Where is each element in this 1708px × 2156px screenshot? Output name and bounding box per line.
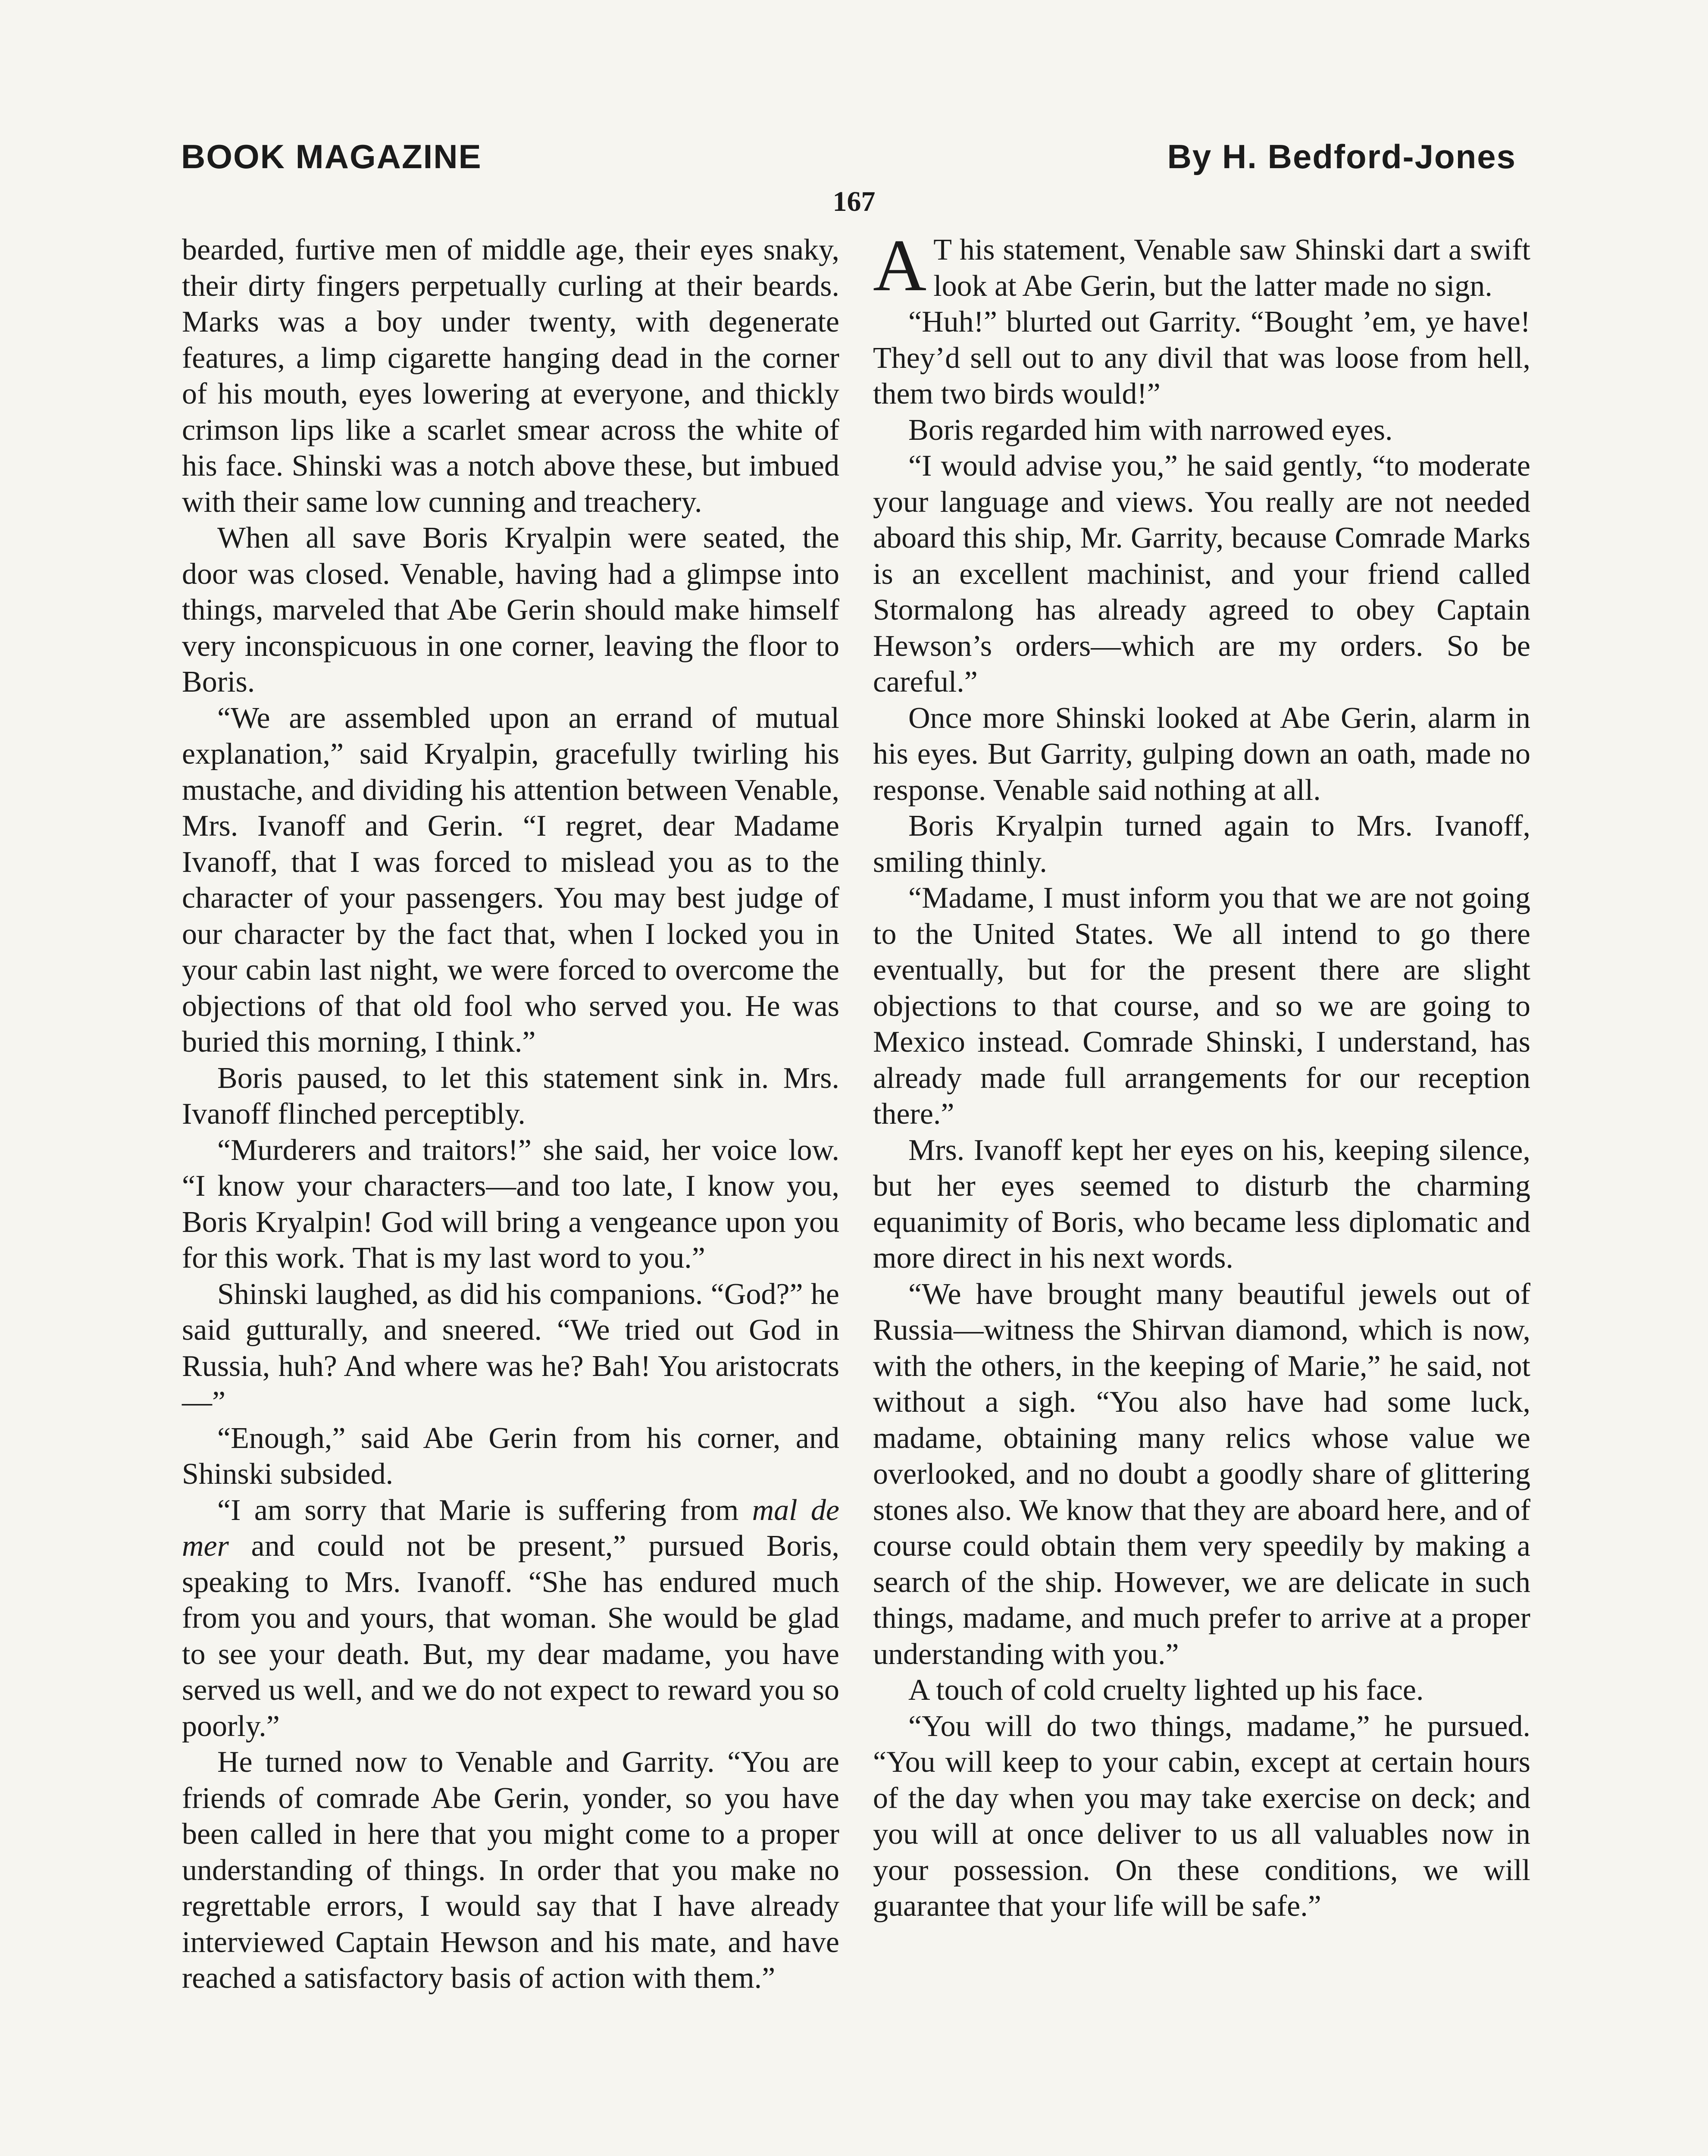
paragraph: Boris paused, to let this statement sink in. Mrs. Ivanoff flinched perceptibly. xyxy=(182,1061,839,1131)
paragraph: “Enough,” said Abe Gerin from his corner, and Shinski subsided. xyxy=(182,1421,839,1491)
paragraph: “Murderers and traitors!” she said, her voice low. “I know your characters—and too late, I know you, Boris Kryalpin! God will bring a vengeance upon you for this work. That is my last word to you.” xyxy=(182,1133,839,1275)
paragraph: Mrs. Ivanoff kept her eyes on his, keeping silence, but her eyes seemed to disturb the charming equanimity of Boris, who became less diplomatic and more direct in his next words. xyxy=(873,1133,1530,1275)
italic-phrase: mal de mer xyxy=(182,1493,839,1563)
paragraph: “We have brought many beautiful jewels out of Russia—witness the Shirvan diamond, which is now, with the others, in the keeping of Marie,” he said, not without a sigh. “You also have had some luck, madame, obtaining many relics whose value we overlooked, and no doubt a goodly share of glittering stones also. We know that they are aboard here, and of course could obtain them very speedily by making a search of the ship. However, we are delicate in such things, madame, and much prefer to arrive at a proper understanding with you.” xyxy=(873,1277,1530,1671)
paragraph: “You will do two things, madame,” he pursued. “You will keep to your cabin, except at certain hours of the day when you may take exercise on deck; and you will at once deliver to us all valuables now in your possession. On these conditions, we will guarantee that your life will be safe.” xyxy=(873,1709,1530,1923)
paragraph: Shinski laughed, as did his companions. “God?” he said gutturally, and sneered. “We tried out God in Russia, huh? And where was he? Bah! You aristocrats—” xyxy=(182,1277,839,1419)
paragraph: “We are assembled upon an errand of mutual explanation,” said Kryalpin, gracefully twirling his mustache, and dividing his attention between Venable, Mrs. Ivanoff and Gerin. “I regret, dear Madame Ivanoff, that I was forced to mislead you as to the character of your passengers. You may best judge of our character by the fact that, when I locked you in your cabin last night, we were forced to overcome the objections of that old fool who served you. He was buried this morning, I think.” xyxy=(182,701,839,1059)
right-column xyxy=(873,225,1530,1924)
paragraph: Once more Shinski looked at Abe Gerin, alarm in his eyes. But Garrity, gulping down an oath, made no response. Venable said nothing at all. xyxy=(873,701,1530,807)
paragraph-text: T his statement, Venable saw Shinski dart a swift look at Abe Gerin, but the latter made no sign. xyxy=(933,233,1530,303)
paragraph: “Huh!” blurted out Garrity. “Bought ’em, ye have! They’d sell out to any divil that was loose from hell, them two birds would!” xyxy=(873,305,1530,411)
paragraph-text: “I am sorry that Marie is suffering from xyxy=(217,1493,752,1527)
page-number: 167 xyxy=(832,186,876,217)
paragraph: Boris regarded him with narrowed eyes. xyxy=(908,413,1393,447)
left-column xyxy=(182,232,839,1996)
paragraph: When all save Boris Kryalpin were seated, the door was closed. Venable, having had a glimpse into things, marveled that Abe Gerin should make himself very inconspicuous in one corner, leaving the floor to Boris. xyxy=(182,521,839,699)
magazine-title: BOOK MAGAZINE xyxy=(181,138,482,175)
paragraph: Boris Kryalpin turned again to Mrs. Ivanoff, smiling thinly. xyxy=(873,809,1530,879)
opening-paragraph xyxy=(873,225,1530,307)
paragraph: “Madame, I must inform you that we are not going to the United States. We all intend to go there eventually, but for the present there are slight objections to that course, and so we are going to Mexico instead. Comrade Shinski, I understand, has already made full arrangements for our reception there.” xyxy=(873,881,1530,1131)
paragraph-text: and could not be present,” pursued Boris, speaking to Mrs. Ivanoff. “She has endured much from you and yours, that woman. She would be glad to see your death. But, my dear madame, you have served us well, and we do not expect to reward you so poorly.” xyxy=(182,1529,839,1743)
paragraph: A touch of cold cruelty lighted up his face. xyxy=(908,1673,1424,1707)
drop-cap: A xyxy=(873,225,927,307)
paragraph: bearded, furtive men of middle age, their eyes snaky, their dirty fingers perpetually curling at their beards. Marks was a boy under twenty, with degenerate features, a limp cigarette hanging dead in the corner of his mouth, eyes lowering at everyone, and thickly crimson lips like a scarlet smear across the white of his face. Shinski was a notch above these, but imbued with their same low cunning and treachery. xyxy=(182,233,839,519)
author-byline: By H. Bedford-Jones xyxy=(1167,138,1516,175)
paragraph: He turned now to Venable and Garrity. “You are friends of comrade Abe Gerin, yonder, so you have been called in here that you might come to a proper understanding of things. In order that you make no regrettable errors, I would say that I have already interviewed Captain Hewson and his mate, and have reached a satisfactory basis of action with them.” xyxy=(182,1745,839,1995)
paragraph: “I would advise you,” he said gently, “to moderate your language and views. You really are not needed aboard this ship, Mr. Garrity, because Comrade Marks is an excellent machinist, and your friend called Stormalong has already agreed to obey Captain Hewson’s orders—which are my orders. So be careful.” xyxy=(873,449,1530,699)
paragraph xyxy=(182,1492,839,1745)
